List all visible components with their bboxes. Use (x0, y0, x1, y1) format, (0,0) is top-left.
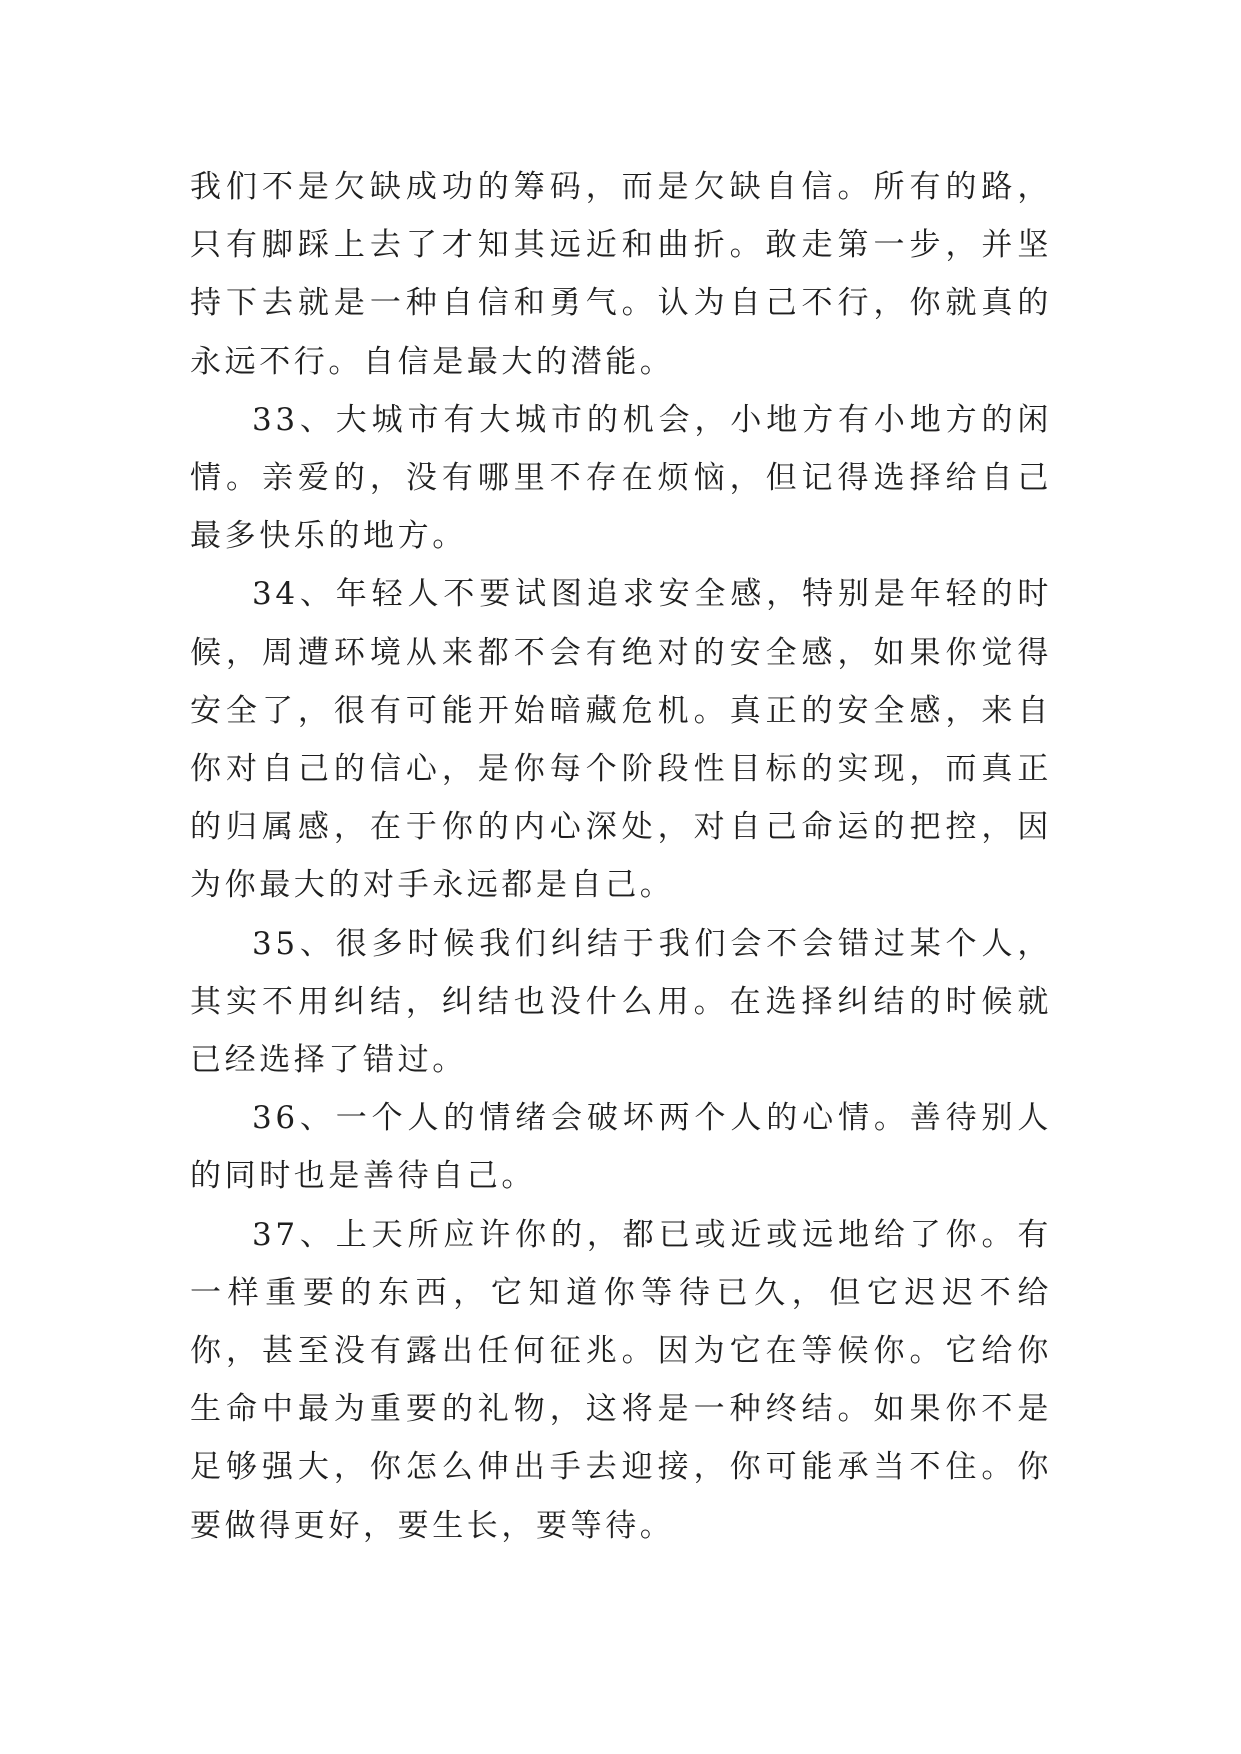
paragraph-33: 33、大城市有大城市的机会，小地方有小地方的闲情。亲爱的，没有哪里不存在烦恼，但记得选择给自己最多快乐的地方。 (190, 401, 1052, 555)
paragraph-intro: 我们不是欠缺成功的筹码，而是欠缺自信。所有的路，只有脚踩上去了才知其远近和曲折。敢走第一步，并坚持下去就是一种自信和勇气。认为自己不行，你就真的永远不行。自信是最大的潜能。 (190, 169, 1052, 380)
paragraph-37: 37、上天所应许你的，都已或近或远地给了你。有一样重要的东西，它知道你等待已久，但它迟迟不给你，甚至没有露出任何征兆。因为它在等候你。它给你生命中最为重要的礼物，这将是一种终结。如果你不是足够强大，你怎么伸出手去迎接，你可能承当不住。你要做得更好，要生长，要等待。 (190, 1216, 1052, 1544)
paragraph-35: 35、很多时候我们纠结于我们会不会错过某个人，其实不用纠结，纠结也没什么用。在选择纠结的时候就已经选择了错过。 (190, 925, 1052, 1079)
paragraph-36: 36、一个人的情绪会破坏两个人的心情。善待别人的同时也是善待自己。 (190, 1100, 1052, 1195)
paragraph-34: 34、年轻人不要试图追求安全感，特别是年轻的时候，周遭环境从来都不会有绝对的安全感，如果你觉得安全了，很有可能开始暗藏危机。真正的安全感，来自你对自己的信心，是你每个阶段性目标的实现，而真正的归属感，在于你的内心深处，对自己命运的把控，因为你最大的对手永远都是自己。 (190, 576, 1052, 904)
body-text (190, 158, 1052, 1555)
